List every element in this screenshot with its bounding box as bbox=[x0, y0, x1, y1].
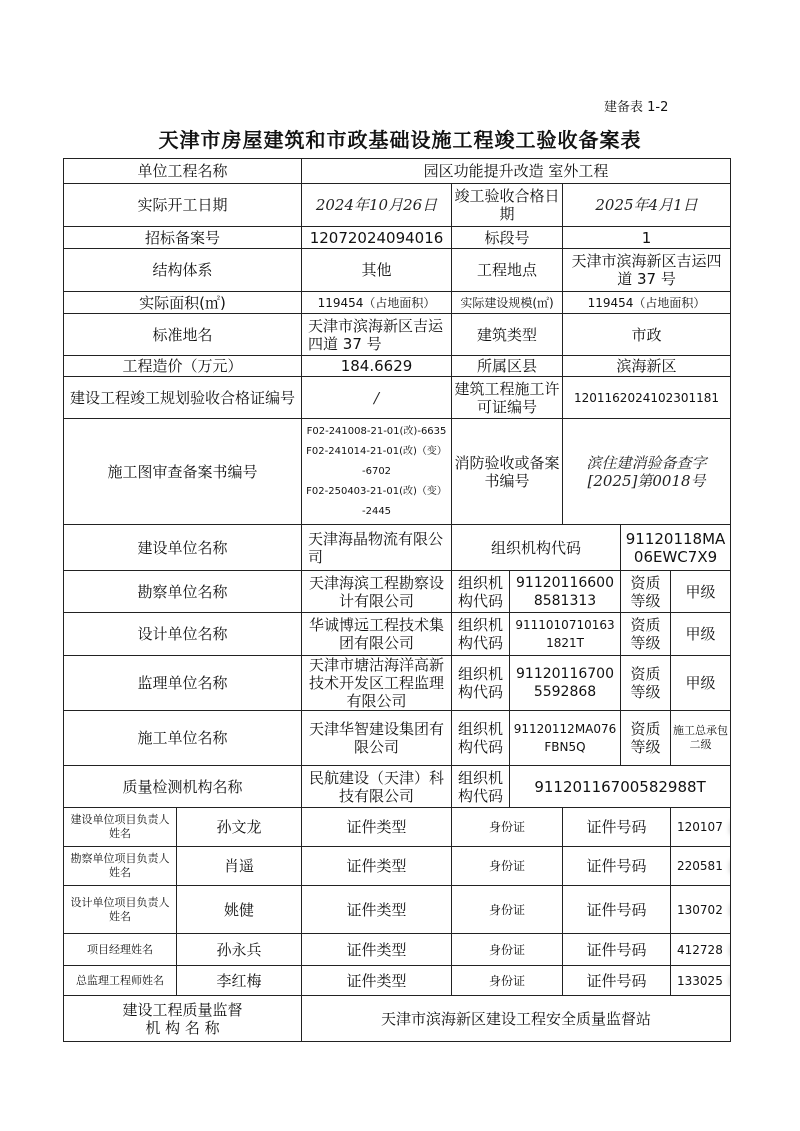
planning-cert-label: 建设工程竣工规划验收合格证编号 bbox=[64, 377, 302, 419]
contractor-label: 施工单位名称 bbox=[64, 711, 302, 766]
contractor-name: 天津华智建设集团有限公司 bbox=[302, 711, 452, 766]
cost-label: 工程造价（万元） bbox=[64, 356, 302, 377]
address-label: 标准地名 bbox=[64, 314, 302, 356]
cert-no: 220581 bbox=[671, 847, 731, 886]
redaction-mark bbox=[729, 820, 731, 836]
supervision-code: 911201167005592868 bbox=[510, 656, 621, 711]
survey-label: 勘察单位名称 bbox=[64, 571, 302, 613]
builder-code: 91120118MA06EWC7X9 bbox=[621, 525, 731, 571]
building-type-value: 市政 bbox=[563, 314, 731, 356]
bid-record-value: 12072024094016 bbox=[302, 227, 452, 249]
person-name: 李红梅 bbox=[177, 966, 302, 996]
start-date-label: 实际开工日期 bbox=[64, 184, 302, 227]
drawing-review-line: F02-241008-21-01(改)-6635 bbox=[306, 425, 447, 437]
survey-code-label: 组织机 构代码 bbox=[452, 571, 510, 613]
supervision-qual: 甲级 bbox=[671, 656, 731, 711]
cert-type-label: 证件类型 bbox=[302, 966, 452, 996]
structure-label: 结构体系 bbox=[64, 249, 302, 292]
person-row bbox=[64, 886, 731, 934]
fire-line: 滨住建消验备查字 bbox=[586, 453, 707, 472]
location-value: 天津市滨海新区吉运四道 37 号 bbox=[563, 249, 731, 292]
redaction-mark bbox=[729, 973, 731, 989]
location-label: 工程地点 bbox=[452, 249, 563, 292]
supervisor-value: 天津市滨海新区建设工程安全质量监督站 bbox=[302, 996, 731, 1042]
cert-no-label: 证件号码 bbox=[563, 808, 671, 847]
cert-no: 133025 bbox=[671, 966, 731, 996]
supervision-name: 天津市塘沽海洋高新技术开发区工程监理有限公司 bbox=[302, 656, 452, 711]
cert-no-label: 证件号码 bbox=[563, 934, 671, 966]
row-builder bbox=[64, 525, 731, 571]
scale-label: 实际建设规模(㎡) bbox=[452, 292, 563, 314]
address-value: 天津市滨海新区吉运四道 37 号 bbox=[302, 314, 452, 356]
drawing-review-label: 施工图审查备案书编号 bbox=[64, 419, 302, 525]
supervision-qual-label: 资质 等级 bbox=[621, 656, 671, 711]
section-label: 标段号 bbox=[452, 227, 563, 249]
testing-label: 质量检测机构名称 bbox=[64, 766, 302, 808]
supervision-label: 监理单位名称 bbox=[64, 656, 302, 711]
cert-type: 身份证 bbox=[452, 934, 563, 966]
row-supervision bbox=[64, 656, 731, 711]
unit-project-value: 园区功能提升改造 室外工程 bbox=[302, 159, 731, 184]
drawing-review-line: -2445 bbox=[361, 505, 392, 517]
testing-code-label: 组织机 构代码 bbox=[452, 766, 510, 808]
redaction-mark bbox=[729, 902, 731, 918]
row-contractor bbox=[64, 711, 731, 766]
drawing-review-values bbox=[302, 419, 452, 525]
fire-line: [2025]第0018号 bbox=[587, 471, 706, 490]
person-row bbox=[64, 966, 731, 996]
fire-label: 消防验收或备案书编号 bbox=[452, 419, 563, 525]
contractor-qual-label: 资质 等级 bbox=[621, 711, 671, 766]
section-value: 1 bbox=[563, 227, 731, 249]
row-unit-project bbox=[64, 159, 731, 184]
cert-no-label: 证件号码 bbox=[563, 966, 671, 996]
building-type-label: 建筑类型 bbox=[452, 314, 563, 356]
row-design bbox=[64, 613, 731, 656]
design-qual: 甲级 bbox=[671, 613, 731, 656]
cert-type: 身份证 bbox=[452, 886, 563, 934]
drawing-review-line: F02-241014-21-01(改)（变） bbox=[306, 445, 447, 457]
cert-type-label: 证件类型 bbox=[302, 847, 452, 886]
survey-code: 911201166008581313 bbox=[510, 571, 621, 613]
acceptance-date-label: 竣工验收合格日期 bbox=[452, 184, 563, 227]
cert-no: 412728 bbox=[671, 934, 731, 966]
cert-type-label: 证件类型 bbox=[302, 886, 452, 934]
row-address bbox=[64, 314, 731, 356]
fire-values bbox=[563, 419, 731, 525]
person-label: 勘察单位项目负责人姓名 bbox=[64, 847, 177, 886]
survey-qual-label: 资质 等级 bbox=[621, 571, 671, 613]
person-name: 姚健 bbox=[177, 886, 302, 934]
construction-permit-value: 1201162024102301181 bbox=[563, 377, 731, 419]
person-name: 孙文龙 bbox=[177, 808, 302, 847]
start-date-value: 2024年10月26日 bbox=[302, 184, 452, 227]
cert-no-label: 证件号码 bbox=[563, 886, 671, 934]
cert-type-label: 证件类型 bbox=[302, 808, 452, 847]
page-title: 天津市房屋建筑和市政基础设施工程竣工验收备案表 bbox=[158, 128, 642, 152]
district-value: 滨海新区 bbox=[563, 356, 731, 377]
contractor-code-label: 组织机 构代码 bbox=[452, 711, 510, 766]
row-survey bbox=[64, 571, 731, 613]
cost-value: 184.6629 bbox=[302, 356, 452, 377]
cert-no: 120107 bbox=[671, 808, 731, 847]
person-label: 建设单位项目负责人姓名 bbox=[64, 808, 177, 847]
planning-cert-value: / bbox=[302, 377, 452, 419]
testing-code: 91120116700582988T bbox=[510, 766, 731, 808]
unit-project-label: 单位工程名称 bbox=[64, 159, 302, 184]
construction-permit-label: 建筑工程施工许可证编号 bbox=[452, 377, 563, 419]
form-code: 建备表 1-2 bbox=[604, 100, 669, 115]
scale-value: 119454（占地面积） bbox=[563, 292, 731, 314]
person-label: 项目经理姓名 bbox=[64, 934, 177, 966]
person-name: 肖遥 bbox=[177, 847, 302, 886]
redaction-mark bbox=[729, 859, 731, 875]
redaction-mark bbox=[729, 942, 731, 958]
row-dates bbox=[64, 184, 731, 227]
cert-no: 130702 bbox=[671, 886, 731, 934]
row-cost bbox=[64, 356, 731, 377]
design-code-label: 组织机 构代码 bbox=[452, 613, 510, 656]
builder-code-label: 组织机构代码 bbox=[452, 525, 621, 571]
drawing-review-line: -6702 bbox=[361, 465, 392, 477]
district-label: 所属区县 bbox=[452, 356, 563, 377]
builder-label: 建设单位名称 bbox=[64, 525, 302, 571]
person-name: 孙永兵 bbox=[177, 934, 302, 966]
builder-name: 天津海晶物流有限公司 bbox=[302, 525, 452, 571]
cert-no-label: 证件号码 bbox=[563, 847, 671, 886]
drawing-review-line: F02-250403-21-01(改)（变） bbox=[306, 485, 447, 497]
person-row bbox=[64, 934, 731, 966]
design-label: 设计单位名称 bbox=[64, 613, 302, 656]
cert-type: 身份证 bbox=[452, 966, 563, 996]
design-name: 华诚博远工程技术集团有限公司 bbox=[302, 613, 452, 656]
cert-type: 身份证 bbox=[452, 808, 563, 847]
person-label: 设计单位项目负责人姓名 bbox=[64, 886, 177, 934]
cert-type-label: 证件类型 bbox=[302, 934, 452, 966]
row-area bbox=[64, 292, 731, 314]
acceptance-date-value: 2025年4月1日 bbox=[563, 184, 731, 227]
structure-value: 其他 bbox=[302, 249, 452, 292]
row-bid bbox=[64, 227, 731, 249]
person-row bbox=[64, 808, 731, 847]
row-supervisor bbox=[64, 996, 731, 1042]
contractor-code: 91120112MA076FBN5Q bbox=[510, 711, 621, 766]
survey-qual: 甲级 bbox=[671, 571, 731, 613]
supervisor-label: 建设工程质量监督 机 构 名 称 bbox=[64, 996, 302, 1042]
design-code: 91110107101631821T bbox=[510, 613, 621, 656]
cert-type: 身份证 bbox=[452, 847, 563, 886]
area-label: 实际面积(㎡) bbox=[64, 292, 302, 314]
person-label: 总监理工程师姓名 bbox=[64, 966, 177, 996]
row-review bbox=[64, 419, 731, 525]
bid-record-label: 招标备案号 bbox=[64, 227, 302, 249]
person-row bbox=[64, 847, 731, 886]
record-table bbox=[63, 158, 731, 1042]
area-value: 119454（占地面积） bbox=[302, 292, 452, 314]
testing-name: 民航建设（天津）科技有限公司 bbox=[302, 766, 452, 808]
supervision-code-label: 组织机 构代码 bbox=[452, 656, 510, 711]
design-qual-label: 资质 等级 bbox=[621, 613, 671, 656]
row-permits bbox=[64, 377, 731, 419]
contractor-qual: 施工总承包二级 bbox=[671, 711, 731, 766]
survey-name: 天津海滨工程勘察设计有限公司 bbox=[302, 571, 452, 613]
row-testing bbox=[64, 766, 731, 808]
row-structure bbox=[64, 249, 731, 292]
